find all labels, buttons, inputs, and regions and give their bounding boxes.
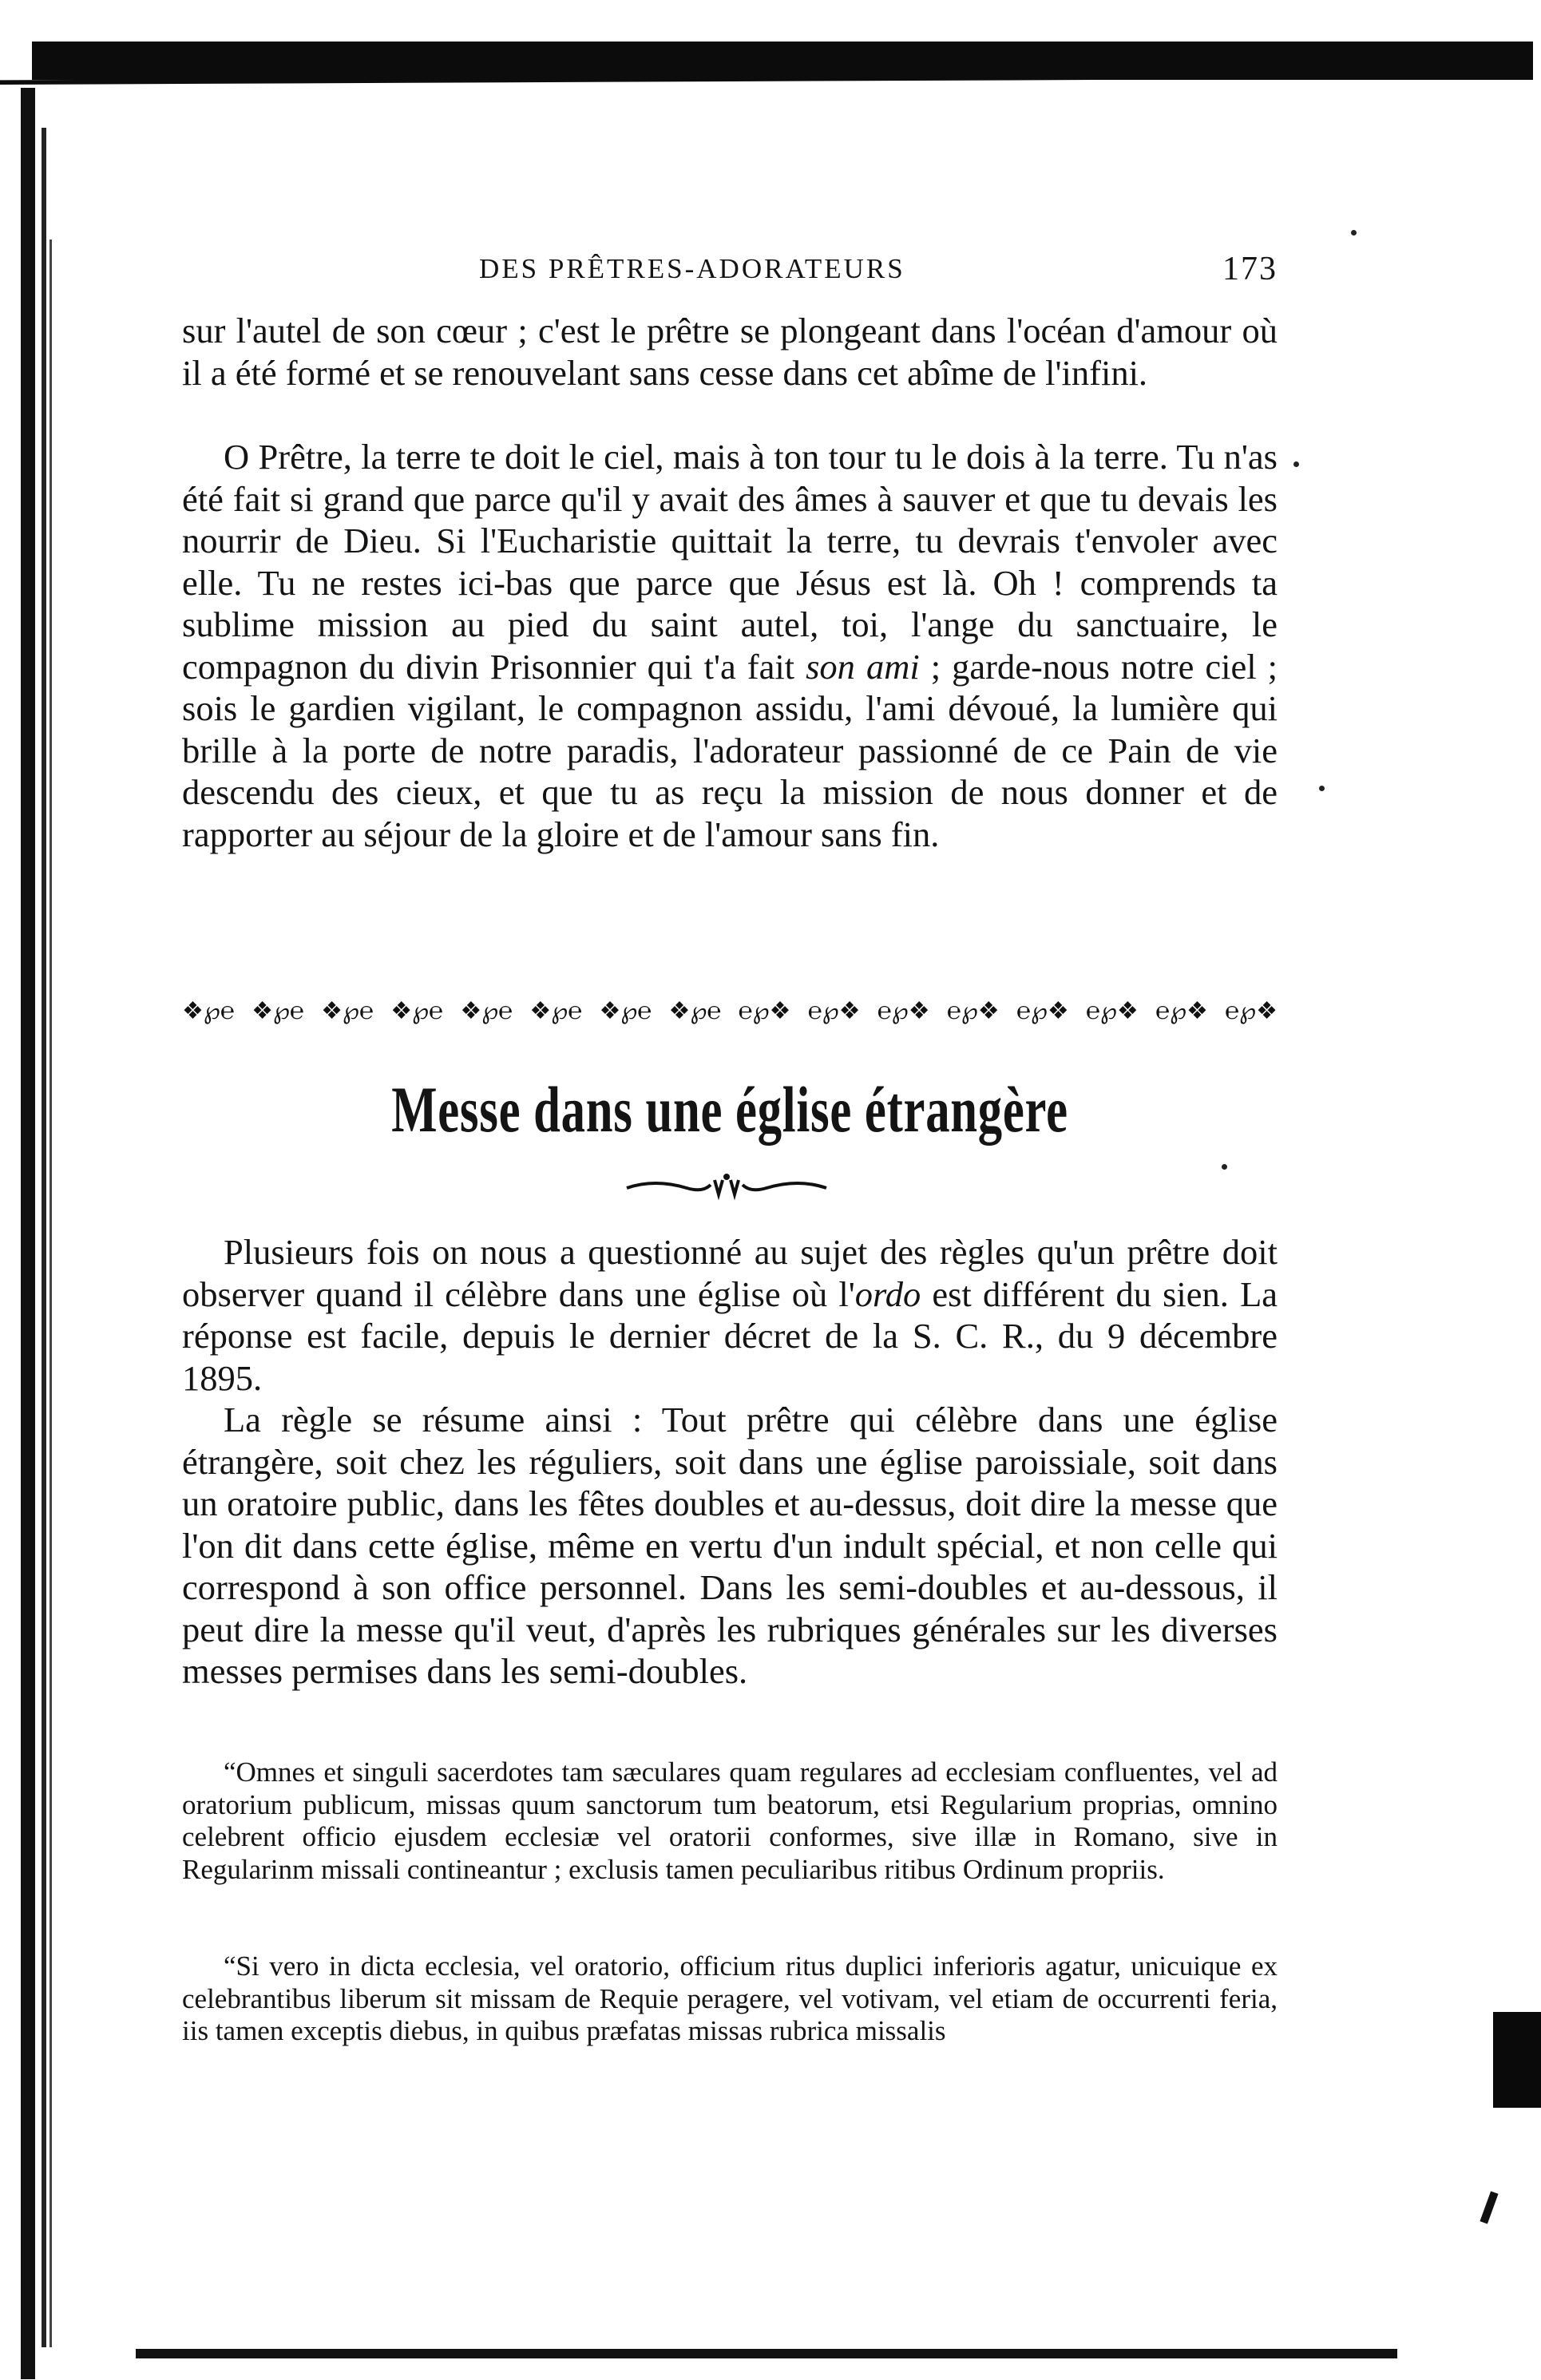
ornament-glyph: ℮℘❖ [1155,997,1208,1024]
ornament-glyph: ℮℘❖ [1016,997,1069,1024]
scan-border-left [21,88,35,2379]
scan-speck [1293,461,1299,467]
paragraph-o-pretre: O Prêtre, la terre te doit le ciel, mais à ton tour tu le dois à la terre. Tu n'as été fait si grand que parce qu'il y avait des âmes à sauver et que tu devais les nourrir de Dieu. Si l'Eucharistie quittait la terre, tu devrais t'envoler avec elle. Tu ne restes ici-bas que parce que Jésus est là. Oh ! comprends ta sublime mission au pied du saint autel, toi, l'ange du sanctuaire, le compagnon du divin Prisonnier qui t'a fait son ami ; garde-nous notre ciel ; sois le gardien vigilant, le compagnon assidu, l'ami dévoué, la lumière qui brille à la porte de notre paradis, l'adorateur passionné de ce Pain de vie descendu des cieux, et que tu as reçu la mission de nous donner et de rapporter au séjour de la gloire et de l'amour sans fin. [182,437,1278,854]
latin-quote: “Si vero in dicta ecclesia, vel oratorio, officium ritus duplici inferioris agatur, unicuique ex celebrantibus liberum sit missam de Requie peragere, vel votivam, vel etiam de occurrenti feria, iis tamen exceptis diebus, in quibus præfatas missas rubrica missalis [182,1950,1278,2046]
flourish-ornament [623,1170,830,1202]
ornament-glyph: ❖℘℮ [599,997,652,1024]
ornament-glyph: ❖℘℮ [529,997,583,1024]
ornamental-divider [182,995,1278,1027]
page-number: 173 [1222,251,1278,287]
ornament-glyph: ℮℘❖ [946,997,1000,1024]
scan-border-left-faint [50,240,52,2347]
ornament-glyph: ❖℘℮ [252,997,304,1024]
ornament-glyph: ℮℘❖ [877,997,930,1024]
scan-mark-right [1480,2191,1498,2224]
ornament-glyph: ❖℘℮ [321,997,374,1024]
ornament-glyph: ℮℘❖ [807,997,861,1024]
ornament-glyph: ℮℘❖ [1086,997,1139,1024]
scan-smudge-right [1493,2012,1541,2108]
ornament-glyph: ❖℘℮ [182,997,235,1024]
paragraph-la-regle: La règle se résume ainsi : Tout prêtre qui célèbre dans une église étrangère, soit chez les réguliers, soit dans une église paroissiale, soit dans un oratoire public, dans les fêtes doubles et au-dessus, doit dire la messe que l'on dit dans cette église, même en vertu d'un indult spécial, et non celle qui correspond à son office personnel. Dans les semi-doubles et au-dessous, il peut dire la messe qu'il veut, d'après les rubriques générales sur les diverses messes permises dans les semi-doubles. [182,1400,1278,1691]
paragraph-plusieurs-fois: Plusieurs fois on nous a questionné au sujet des règles qu'un prêtre doit observer quand il célèbre dans une église où l'ordo est différent du sien. La réponse est facile, depuis le dernier décret de la S. C. R., du 9 décembre 1895. [182,1232,1278,1398]
scan-border-top [32,42,1533,80]
ornament-glyph: ❖℘℮ [668,997,722,1024]
ornament-glyph: ℮℘❖ [738,997,791,1024]
ornament-glyph: ❖℘℮ [460,997,513,1024]
ornament-glyph: ℮℘❖ [1225,997,1278,1024]
scan-speck [1319,786,1325,791]
paragraph-continued: sur l'autel de son cœur ; c'est le prêtre se plongeant dans l'océan d'amour où il a été formé et se renouvelant sans cesse dans cet abîme de l'infini. [182,311,1278,393]
running-head-title: DES PRÊTRES-ADORATEURS [479,253,905,284]
section-heading: Messe dans une église étrangère [391,1073,1068,1146]
latin-quote: “Omnes et singuli sacerdotes tam sæculares quam regulares ad ecclesiam confluentes, vel ad oratorium publicum, missas quum sanctorum tum beatorum, etsi Regularium proprias, omnino celebrent officio ejusdem ecclesiæ vel oratorii conformes, sive illæ in Romano, sive in Regularinm missali contineantur ; exclusis tamen peculiaribus ritibus Ordinum propriis. [182,1756,1278,1885]
italic-phrase: son ami [806,646,920,687]
scan-speck [1351,230,1357,236]
italic-ordo: ordo [854,1273,921,1314]
ornament-glyph: ❖℘℮ [390,997,444,1024]
scan-speck [1222,1164,1227,1170]
running-head [184,249,1278,289]
scan-border-bottom [136,2349,1397,2358]
scan-border-left-inner [42,128,46,2347]
